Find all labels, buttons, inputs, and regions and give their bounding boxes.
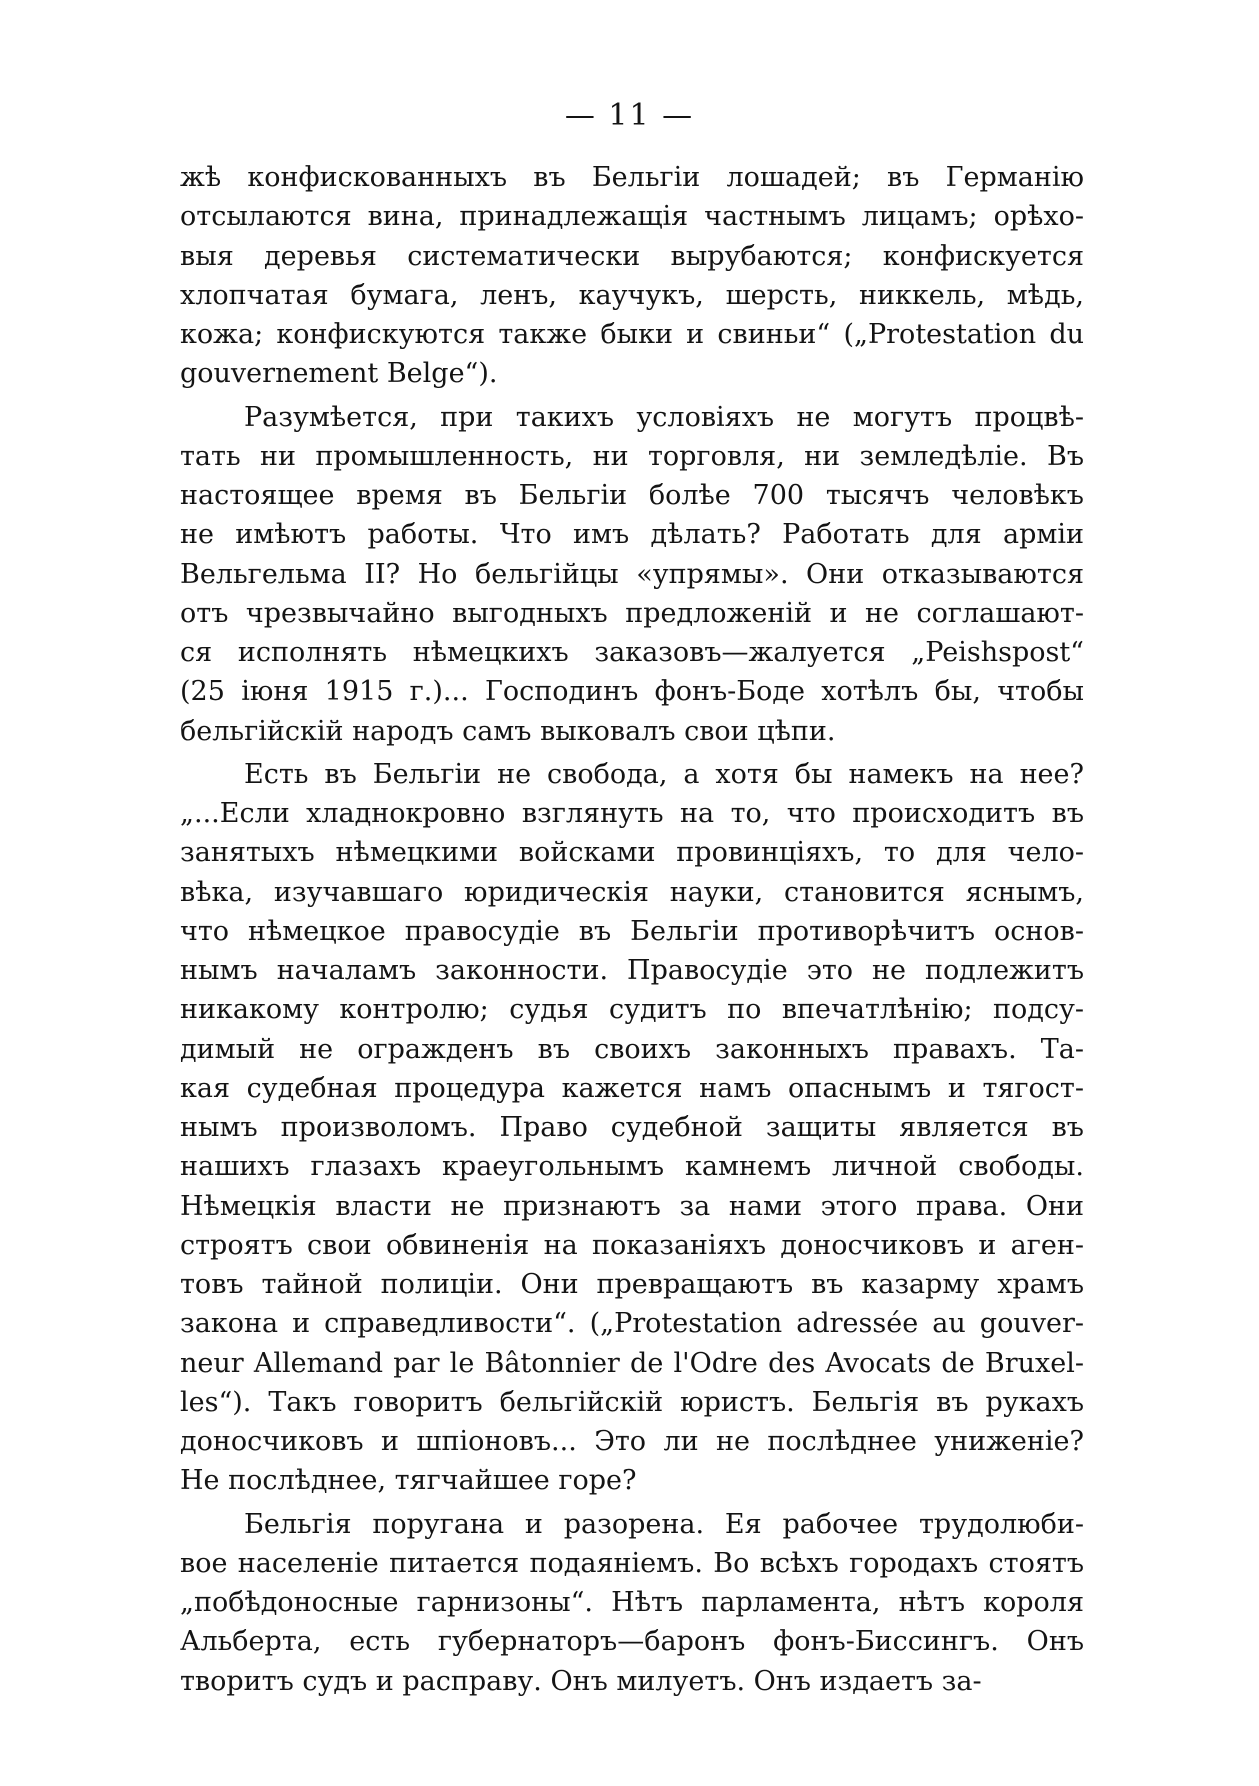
text-line: настоящее время въ Бельгіи болѣе 700 тысячъ человѣкъ xyxy=(180,480,1084,511)
text-line: les“). Такъ говоритъ бельгійскій юристъ. Бельгія въ рукахъ xyxy=(180,1386,1084,1418)
text-line: Бельгія поругана и разорена. Ея рабочее трудолюби- xyxy=(244,1508,1084,1540)
text-line: нашихъ глазахъ краеугольнымъ камнемъ личной свободы. xyxy=(180,1151,1084,1183)
text-line: отсылаются вина, принадлежащія частнымъ лицамъ; орѣхо- xyxy=(180,201,1084,233)
text-line: доносчиковъ и шпіоновъ... Это ли не послѣднее униженіе? xyxy=(180,1426,1084,1457)
text-line: Нѣмецкія власти не признаютъ за нами этого права. Они xyxy=(180,1190,1084,1222)
text-line: „побѣдоносные гарнизоны“. Нѣтъ парламента, нѣтъ короля xyxy=(180,1587,1084,1618)
text-line: нымъ произволомъ. Право судебной защиты является въ xyxy=(180,1112,1084,1143)
text-line: кая судебная процедура кажется намъ опаснымъ и тягост- xyxy=(180,1072,1084,1104)
text-line: „...Если хладнокровно взглянуть на то, что происходитъ въ xyxy=(180,798,1084,829)
paragraph xyxy=(180,755,1084,1501)
text-line: Разумѣется, при такихъ условіяхъ не могутъ процвѣ- xyxy=(244,401,1084,433)
text-line: (25 іюня 1915 г.)... Господинъ фонъ-Боде хотѣлъ бы, чтобы xyxy=(180,676,1084,708)
text-line: neur Allemand par le Bâtonnier de l'Odre des Avocats de Bruxel- xyxy=(180,1347,1084,1379)
text-line: бельгійскій народъ самъ выковалъ свои цѣпи. xyxy=(180,715,836,747)
text-line: вѣка, изучавшаго юридическія науки, становится яснымъ, xyxy=(180,876,1084,908)
text-line: не имѣютъ работы. Что имъ дѣлать? Работать для арміи xyxy=(180,519,1084,551)
text-line: отъ чрезвычайно выгодныхъ предложеній и не соглашают- xyxy=(180,597,1084,629)
paragraph xyxy=(180,158,1084,394)
text-line: жѣ конфискованныхъ въ Бельгіи лошадей; въ Германію xyxy=(180,162,1084,193)
page-number: — 11 — xyxy=(564,98,695,133)
text-line: Есть въ Бельгіи не свобода, а хотя бы намекъ на нее? xyxy=(244,758,1084,790)
text-line: выя деревья систематически вырубаются; конфискуется xyxy=(180,240,1084,272)
text-line: товъ тайной полиціи. Они превращаютъ въ казарму храмъ xyxy=(180,1269,1084,1300)
text-line: кожа; конфискуются также быки и свиньи“ („Protestation du xyxy=(180,319,1084,350)
text-line: gouvernement Belge“). xyxy=(180,358,498,390)
paragraph xyxy=(180,1505,1084,1701)
text-line: никакому контролю; судья судитъ по впечатлѣнію; подсу- xyxy=(180,994,1084,1026)
text-line: хлопчатая бумага, ленъ, каучукъ, шерсть, никкель, мѣдь, xyxy=(180,279,1084,311)
text-line: Вельгельма II? Но бельгійцы «упрямы». Они отказываются xyxy=(180,558,1084,590)
text-line: строятъ свои обвиненія на показаніяхъ доносчиковъ и аген- xyxy=(180,1229,1084,1261)
paragraph xyxy=(180,398,1084,751)
text-line: Альберта, есть губернаторъ—баронъ фонъ-Биссингъ. Онъ xyxy=(180,1626,1084,1658)
text-line: творитъ судъ и расправу. Онъ милуетъ. Онъ издаетъ за- xyxy=(180,1665,982,1697)
text-line: что нѣмецкое правосудіе въ Бельгіи противорѣчитъ основ- xyxy=(180,915,1084,947)
text-line: занятыхъ нѣмецкими войсками провинціяхъ, то для чело- xyxy=(180,837,1084,869)
text-line: Не послѣднее, тягчайшее горе? xyxy=(180,1465,637,1497)
body-text xyxy=(180,158,1084,1701)
text-line: димый не огражденъ въ своихъ законныхъ правахъ. Та- xyxy=(180,1033,1084,1065)
text-line: вое населеніе питается подаяніемъ. Во всѣхъ городахъ стоятъ xyxy=(180,1547,1084,1579)
text-line: ся исполнять нѣмецкихъ заказовъ—жалуется „Peishspost“ xyxy=(180,637,1084,668)
text-line: нымъ началамъ законности. Правосудіе это не подлежитъ xyxy=(180,955,1084,986)
text-line: тать ни промышленность, ни торговля, ни земледѣліе. Въ xyxy=(180,440,1084,472)
text-line: закона и справедливости“. („Protestation adressée au gouver- xyxy=(180,1308,1084,1340)
